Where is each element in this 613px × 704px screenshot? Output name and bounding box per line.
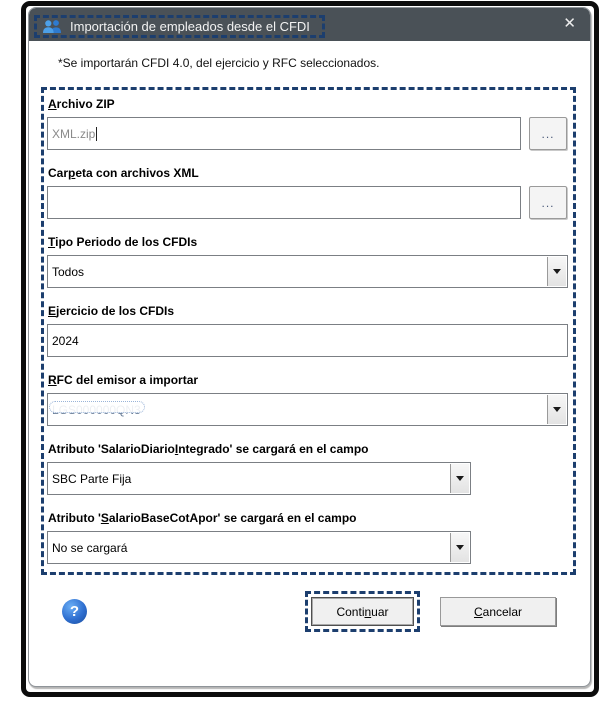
ejercicio-label: Ejercicio de los CFDIs [48, 304, 175, 318]
dialog-body [29, 56, 590, 632]
field-row-ejercicio [47, 304, 573, 357]
field-row-salario-diario-integrado [47, 442, 573, 495]
form-highlight-box [41, 87, 576, 575]
archivo-zip-label: Archivo ZIP [48, 97, 115, 111]
rfc-emisor-combobox[interactable] [47, 393, 568, 426]
continue-highlight-box [305, 591, 420, 632]
close-icon[interactable]: ✕ [563, 15, 576, 32]
field-row-rfc-emisor [47, 373, 573, 426]
field-row-archivo-zip [47, 97, 573, 150]
dialog-footer [62, 591, 556, 632]
outer-frame [21, 1, 599, 697]
tipo-periodo-label: Tipo Periodo de los CFDIs [48, 235, 198, 249]
dialog-title: Importación de empleados desde el CFDI [70, 18, 310, 34]
rfc-emisor-label: RFC del emisor a importar [48, 373, 199, 387]
salario-base-cotapor-label: Atributo 'SalarioBaseCotApor' se cargará en el campo [48, 511, 357, 525]
salario-diario-integrado-label: Atributo 'SalarioDiarioIntegrado' se cargará en el campo [48, 442, 369, 456]
archivo-zip-browse-button[interactable]: ... [529, 117, 567, 150]
combo-arrow-icon[interactable] [450, 464, 469, 493]
field-row-salario-base-cotapor [47, 511, 573, 564]
users-icon [42, 19, 63, 34]
combo-arrow-icon[interactable] [547, 395, 566, 424]
text-caret [96, 127, 97, 141]
import-dialog-window [28, 7, 591, 687]
carpeta-xml-input[interactable] [47, 186, 521, 219]
combo-arrow-icon[interactable] [450, 533, 469, 562]
cancel-button[interactable]: Cancelar [440, 597, 556, 626]
tipo-periodo-combobox[interactable]: Todos [47, 255, 568, 288]
ejercicio-input[interactable]: 2024 [47, 324, 568, 357]
salario-diario-integrado-combobox[interactable]: SBC Parte Fija [47, 462, 471, 495]
dialog-titlebar [29, 8, 590, 41]
field-row-carpeta-xml [47, 166, 573, 219]
title-highlight-box [34, 15, 325, 38]
import-note-text: *Se importarán CFDI 4.0, del ejercicio y RFC seleccionados. [58, 56, 380, 70]
archivo-zip-input[interactable]: XML.zip [47, 117, 521, 150]
redaction-scribble [49, 401, 145, 413]
continue-button[interactable]: Continuar [311, 597, 414, 626]
salario-base-cotapor-combobox[interactable]: No se cargará [47, 531, 471, 564]
field-row-tipo-periodo [47, 235, 573, 288]
help-icon[interactable]: ? [62, 599, 87, 624]
combo-arrow-icon[interactable] [547, 257, 566, 286]
carpeta-xml-browse-button[interactable]: ... [529, 186, 567, 219]
carpeta-xml-label: Carpeta con archivos XML [48, 166, 199, 180]
